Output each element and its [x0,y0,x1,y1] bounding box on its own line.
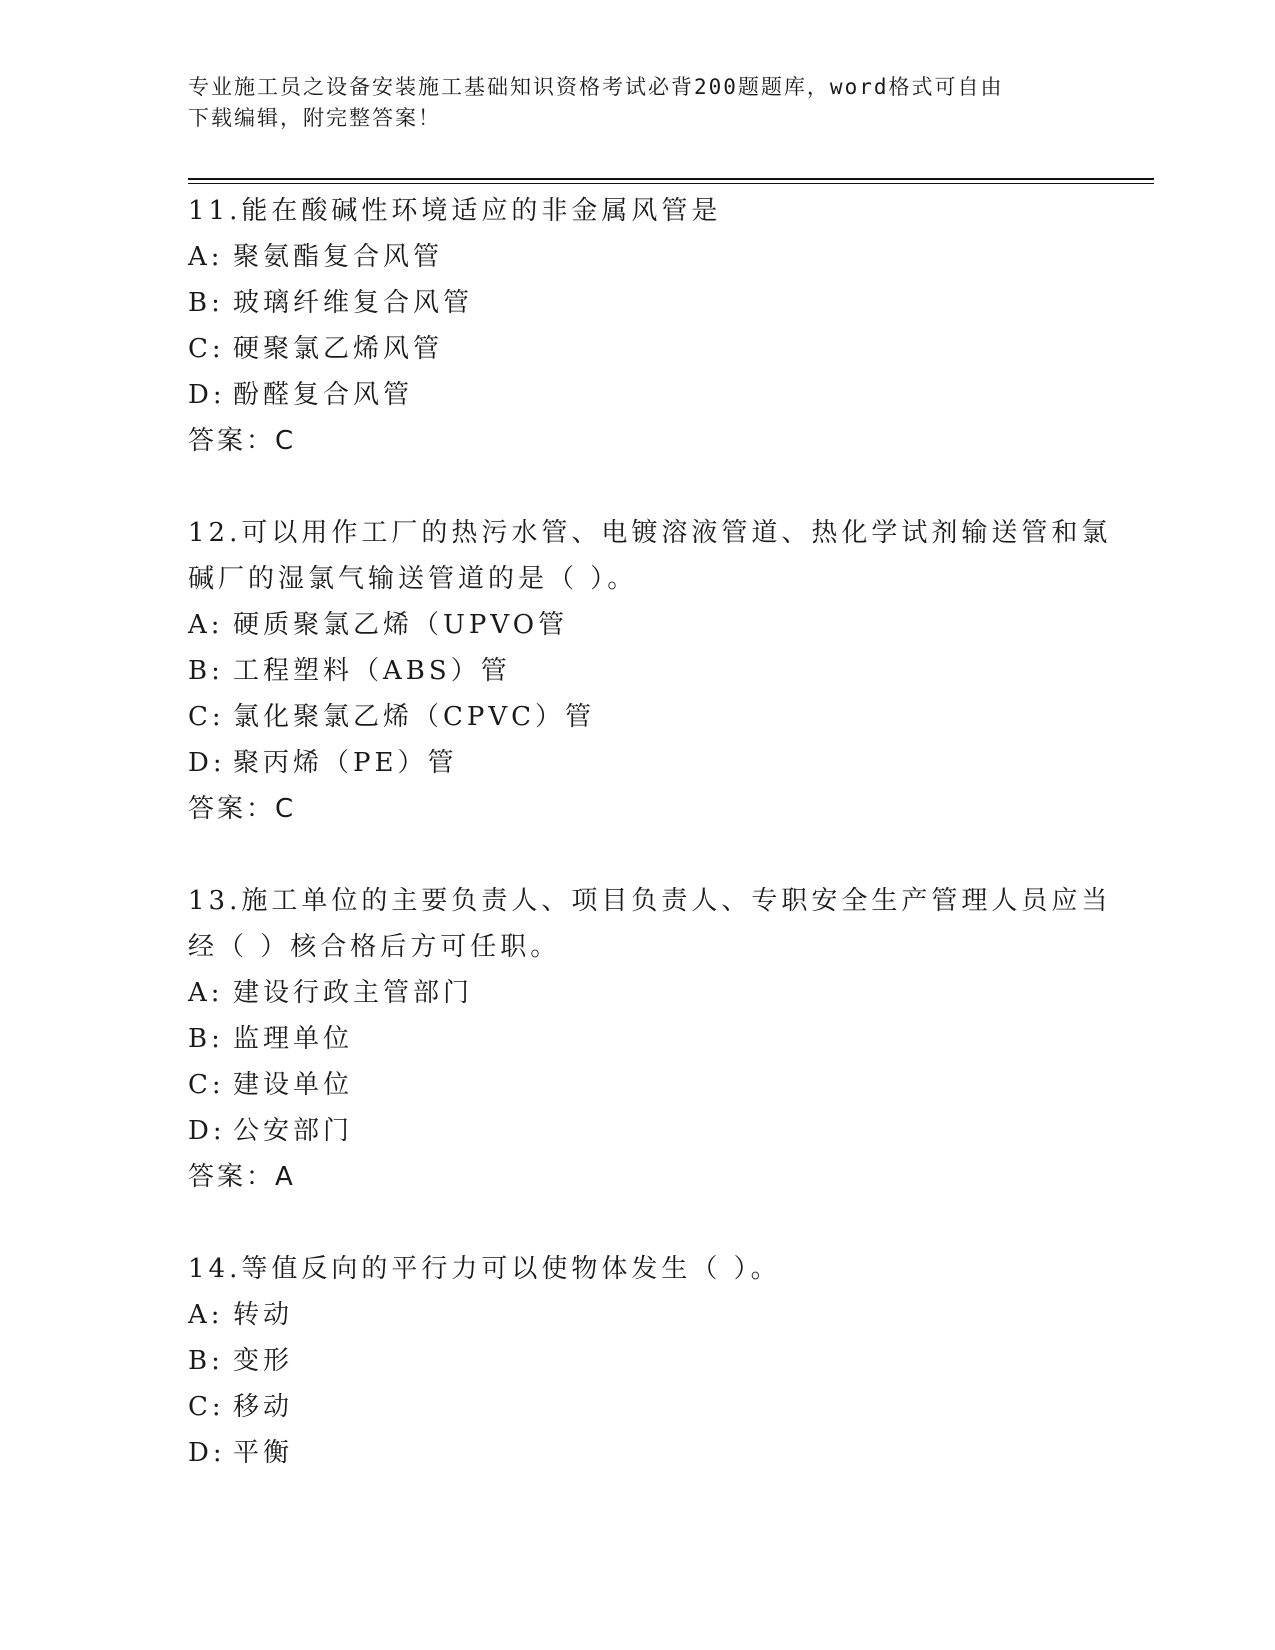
option-letter: D: [188,380,226,410]
answer-option [188,1292,1088,1338]
option-text: 氯化聚氯乙烯（CPVC）管 [233,702,596,732]
question-stem: 14.等值反向的平行力可以使物体发生（ ）。 [188,1254,781,1284]
option-letter: B: [188,656,224,686]
option-letter: A: [188,610,224,640]
question-stem: 碱厂的湿氯气输送管道的是（ ）。 [188,564,638,594]
answer-option [188,372,1088,418]
option-letter: B: [188,1346,224,1376]
header-divider-thick [188,178,1154,180]
option-text: 建设行政主管部门 [233,978,474,1008]
answer-option [188,648,1088,694]
answer-option [188,602,1088,648]
answer-option [188,694,1088,740]
option-letter: A: [188,978,224,1008]
header-line-1: 专业施工员之设备安装施工基础知识资格考试必背200题题库，word格式可自由 [188,75,1004,99]
option-text: 酚醛复合风管 [233,380,414,410]
answer-option [188,326,1088,372]
answer-option [188,1016,1088,1062]
option-text: 工程塑料（ABS）管 [233,656,511,686]
question-stem: 13.施工单位的主要负责人、项目负责人、专职安全生产管理人员应当 [188,886,1112,916]
answer-option [188,1062,1088,1108]
option-letter: A: [188,242,224,272]
option-letter: C: [188,702,225,732]
question-stem: 经（ ）核合格后方可任职。 [188,932,561,962]
option-text: 硬聚氯乙烯风管 [233,334,444,364]
option-text: 玻璃纤维复合风管 [233,288,474,318]
option-letter: D: [188,1438,226,1468]
option-letter: B: [188,1024,224,1054]
header-divider-thin [188,183,1154,184]
answer-option [188,1338,1088,1384]
option-letter: A: [188,1300,224,1330]
question-block [188,878,1112,1200]
option-letter: B: [188,288,224,318]
answer-option [188,1430,1088,1476]
option-letter: C: [188,1070,225,1100]
document-header [188,72,1068,134]
answer-option [188,740,1088,786]
answer-key: 答案：C [188,794,297,824]
option-text: 转动 [233,1300,294,1330]
option-text: 移动 [233,1392,294,1422]
answer-key: 答案：A [188,1162,296,1192]
option-text: 聚丙烯（PE）管 [233,748,458,778]
option-text: 硬质聚氯乙烯（UPVO管 [233,610,569,640]
header-line-2: 下载编辑，附完整答案！ [188,106,441,130]
answer-key: 答案：C [188,426,297,456]
option-text: 监理单位 [233,1024,354,1054]
question-stem: 11.能在酸碱性环境适应的非金属风管是 [188,196,722,226]
question-stem: 12.可以用作工厂的热污水管、电镀溶液管道、热化学试剂输送管和氯 [188,518,1112,548]
option-letter: C: [188,1392,225,1422]
option-text: 建设单位 [233,1070,354,1100]
question-block [188,510,1112,832]
answer-option [188,970,1088,1016]
answer-option [188,234,1088,280]
answer-option [188,1384,1088,1430]
option-letter: D: [188,1116,226,1146]
answer-option [188,1108,1088,1154]
option-text: 平衡 [233,1438,294,1468]
question-block [188,1246,1088,1476]
option-letter: D: [188,748,226,778]
answer-option [188,280,1088,326]
question-list [188,188,1112,1522]
option-letter: C: [188,334,225,364]
option-text: 公安部门 [233,1116,354,1146]
option-text: 变形 [233,1346,294,1376]
option-text: 聚氨酯复合风管 [233,242,444,272]
question-block [188,188,1088,464]
